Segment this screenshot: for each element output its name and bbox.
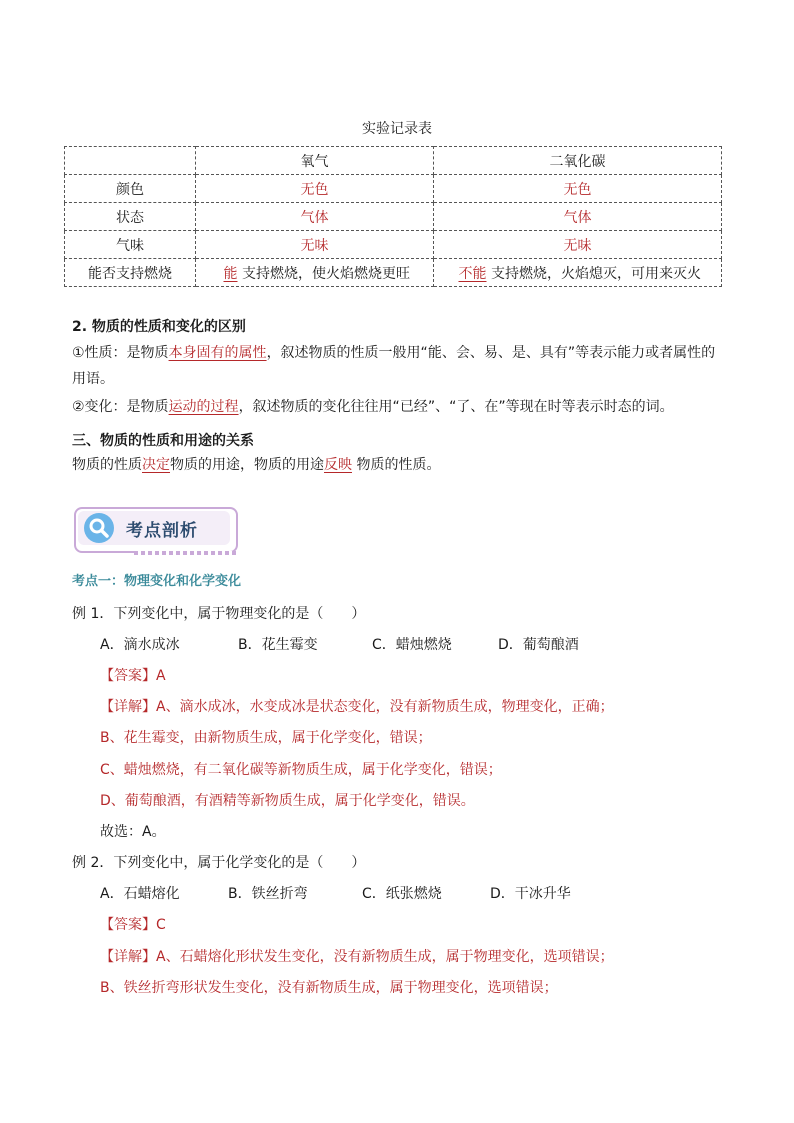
paragraph	[72, 396, 732, 418]
cell-oxygen: 气体	[196, 203, 434, 231]
blank-answer: 不能	[458, 265, 487, 282]
blank-answer: 能	[223, 265, 238, 282]
option: A．石蜡熔化	[100, 886, 180, 902]
row-label: 气味	[65, 231, 196, 259]
text: ②变化：是物质	[72, 399, 169, 415]
paragraph	[72, 342, 732, 364]
cell-co2	[434, 259, 722, 287]
text: 物质的性质。	[356, 457, 441, 473]
options-row	[100, 883, 760, 905]
cell-text: 支持燃烧，使火焰燃烧更旺	[241, 265, 410, 282]
badge-label: 考点剖析	[126, 521, 198, 541]
section-heading: 2. 物质的性质和变化的区别	[72, 319, 246, 335]
section-heading: 三、物质的性质和用途的关系	[72, 433, 254, 449]
experiment-record-table	[64, 146, 722, 287]
header-cell-co2: 二氧化碳	[434, 147, 722, 175]
option: B．铁丝折弯	[228, 886, 308, 902]
blank-answer: 本身固有的属性	[168, 345, 267, 361]
blank-answer: 反映	[324, 457, 352, 473]
blank-answer: 决定	[142, 457, 170, 473]
detail-line: B、花生霉变，由新物质生成，属于化学变化，错误；	[100, 730, 432, 746]
row-label: 能否支持燃烧	[65, 259, 196, 287]
cell-co2: 气体	[434, 203, 722, 231]
cell-text: 支持燃烧，火焰熄灭，可用来灭火	[490, 265, 701, 282]
text: 物质的用途，物质的用途	[170, 457, 324, 473]
detail-line: B、铁丝折弯形状发生变化，没有新物质生成，属于物理变化，选项错误；	[100, 980, 558, 996]
cell-oxygen	[196, 259, 434, 287]
question: 例 2．下列变化中，属于化学变化的是（ ）	[72, 855, 366, 871]
option: D．干冰升华	[490, 886, 571, 902]
option: B．花生霉变	[238, 637, 318, 653]
choice-line: 故选：A。	[100, 824, 166, 840]
text: ，叙述物质的变化往往用“已经”、“了、在”等现在时等表示时态的词。	[238, 399, 674, 415]
answer-label: 【答案】C	[100, 917, 166, 933]
answer-label: 【答案】A	[100, 668, 166, 684]
section-badge	[74, 507, 236, 555]
table-row	[65, 175, 722, 203]
magnifier-icon	[84, 513, 114, 543]
row-label: 颜色	[65, 175, 196, 203]
question: 例 1．下列变化中，属于物理变化的是（ ）	[72, 606, 366, 622]
text: 物质的性质	[72, 457, 142, 473]
text: ①性质：是物质	[72, 345, 169, 361]
option: C．蜡烛燃烧	[372, 637, 452, 653]
option: A．滴水成冰	[100, 637, 180, 653]
table-header-row	[65, 147, 722, 175]
options-row	[100, 634, 760, 656]
table-title: 实验记录表	[362, 121, 432, 137]
cell-oxygen: 无味	[196, 231, 434, 259]
header-cell-oxygen: 氧气	[196, 147, 434, 175]
paragraph	[72, 454, 732, 476]
topic-heading: 考点一：物理变化和化学变化	[72, 574, 242, 589]
cell-co2: 无色	[434, 175, 722, 203]
text: ，叙述物质的性质一般用“能、会、易、是、具有”等表示能力或者属性的	[266, 345, 716, 361]
option: C．纸张燃烧	[362, 886, 442, 902]
paragraph-continued: 用语。	[72, 371, 114, 387]
row-label: 状态	[65, 203, 196, 231]
table-row	[65, 259, 722, 287]
detail-line: C、蜡烛燃烧，有二氧化碳等新物质生成，属于化学变化，错误；	[100, 762, 502, 778]
cell-co2: 无味	[434, 231, 722, 259]
detail-line: 【详解】A、滴水成冰，水变成冰是状态变化，没有新物质生成，物理变化，正确；	[100, 699, 614, 715]
table-row	[65, 231, 722, 259]
header-cell-empty	[65, 147, 196, 175]
detail-line: D、葡萄酿酒，有酒精等新物质生成，属于化学变化，错误。	[100, 793, 475, 809]
badge-stripe	[134, 551, 238, 555]
cell-oxygen: 无色	[196, 175, 434, 203]
detail-line: 【详解】A、石蜡熔化形状发生变化，没有新物质生成，属于物理变化，选项错误；	[100, 949, 614, 965]
table-row	[65, 203, 722, 231]
blank-answer: 运动的过程	[168, 399, 239, 415]
option: D．葡萄酿酒	[498, 637, 579, 653]
